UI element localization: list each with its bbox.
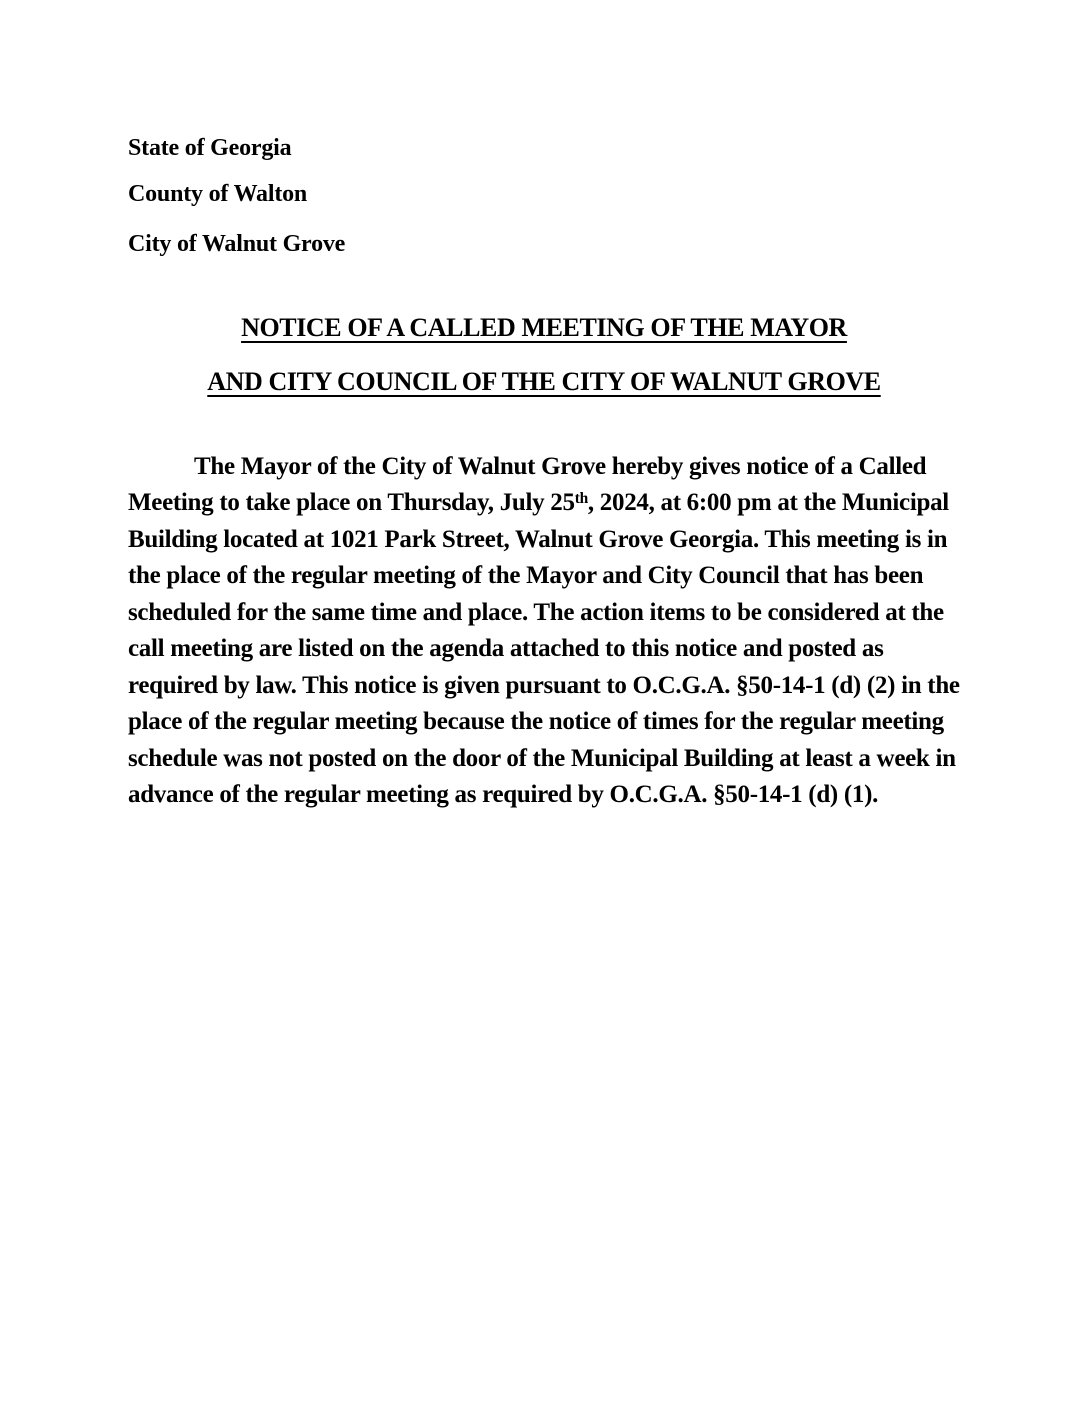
document-header — [128, 134, 960, 258]
notice-body-paragraph — [128, 449, 960, 814]
header-line-city: City of Walnut Grove — [128, 230, 346, 257]
header-line-state: State of Georgia — [128, 135, 292, 161]
document-title — [128, 312, 960, 396]
ordinal-superscript: th — [574, 490, 588, 508]
body-text-part1: The Mayor of the City of Walnut Grove hereby gives notice of a Called Meeting to take place on Thursday, July 25 — [128, 452, 927, 517]
header-line-county: County of Walton — [128, 180, 308, 207]
title-line-1: NOTICE OF A CALLED MEETING OF THE MAYOR — [241, 313, 847, 343]
title-line-2: AND CITY COUNCIL OF THE CITY OF WALNUT GROVE — [207, 366, 881, 396]
body-text-part2: , 2024, at 6:00 pm at the Municipal Building located at 1021 Park Street, Walnut Grove Georgia. This meeting is in the place of the regular meeting of the Mayor and City Council that has been scheduled for the same time and place. The action items to be considered at the call meeting are listed on the agenda attached to this notice and posted as required by law. This notice is given pursuant to O.C.G.A. §50-14-1 (d) (2) in the place of the regular meeting because the notice of times for the regular meeting schedule was not posted on the door of the Municipal Building at least a week in advance of the regular meeting as required by O.C.G.A. §50-14-1 (d) (1). — [128, 489, 960, 809]
